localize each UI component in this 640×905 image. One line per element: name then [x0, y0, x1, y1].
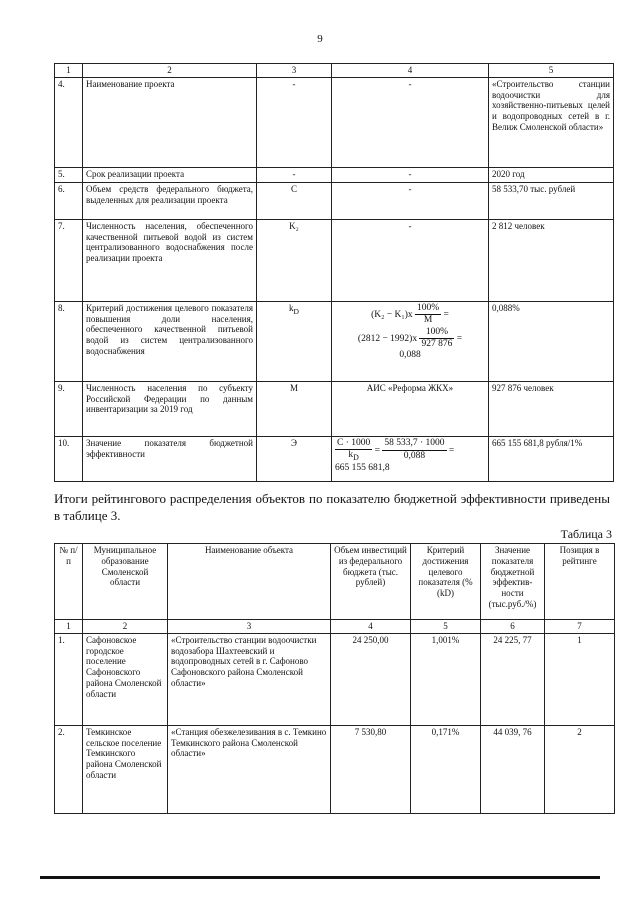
- col-number: 1: [55, 64, 83, 78]
- formula-numerator: 58 533,7 · 1000: [382, 438, 446, 450]
- row-number: 7.: [55, 219, 83, 301]
- formula-equals: =: [456, 333, 463, 344]
- parameter-symbol: $k_D$: [257, 301, 332, 381]
- parameter-symbol: Э: [257, 436, 332, 481]
- col-number: 5: [411, 620, 481, 634]
- table-row: [55, 301, 614, 381]
- col-number: 2: [83, 64, 257, 78]
- column-number-row: [55, 620, 615, 634]
- formula-result: 665 155 681,8: [335, 462, 390, 473]
- parameter-calculation: -: [332, 182, 489, 219]
- parameter-name: Численность населения, обеспеченного качественной питьевой водой из систем централизованного водоснабжения после реализации проекта: [83, 219, 257, 301]
- calculation-table: [54, 63, 614, 482]
- col-number: 4: [332, 64, 489, 78]
- row-number: 6.: [55, 182, 83, 219]
- parameter-calculation: -: [332, 77, 489, 167]
- efficiency-cell: 44 039, 76: [481, 725, 545, 813]
- criterion-cell: 1,001%: [411, 633, 481, 725]
- page-number: 9: [317, 33, 323, 45]
- row-number: 5.: [55, 167, 83, 182]
- row-number: 8.: [55, 301, 83, 381]
- table-row: [55, 167, 614, 182]
- formula-fraction: [419, 327, 454, 351]
- formula-denominator: $k_D$: [348, 450, 359, 463]
- parameter-symbol: K₂: [257, 219, 332, 301]
- formula-numerator: 100%: [419, 327, 454, 339]
- table-row: [55, 219, 614, 301]
- col-number: 6: [481, 620, 545, 634]
- formula-numerator: 100%: [415, 303, 441, 315]
- parameter-calculation: -: [332, 167, 489, 182]
- parameter-value: 927 876 человек: [489, 381, 614, 436]
- table-header-row: [55, 64, 614, 78]
- parameter-name: Численность населения по субъекту Российской Федерации по данным инвентаризации за 2019 год: [83, 381, 257, 436]
- col-number: 1: [55, 620, 83, 634]
- parameter-symbol: М: [257, 381, 332, 436]
- row-number: 1.: [55, 633, 83, 725]
- formula-expression: (K₂ − K₁)x: [371, 309, 413, 320]
- formula-line-2: [335, 327, 485, 351]
- formula-denominator: M: [423, 315, 433, 326]
- parameter-symbol: С: [257, 182, 332, 219]
- parameter-name: Срок реализации проекта: [83, 167, 257, 182]
- municipality-cell: Сафоновское городское поселение Сафоновского района Смоленской области: [83, 633, 168, 725]
- object-name-cell: «Станция обезжелезивания в с. Темкино Темкинского района Смоленской области»: [168, 725, 331, 813]
- header-cell: Наименование объекта: [168, 544, 331, 620]
- header-cell: Значение показателя бюджетной эффектив-ности (тыс.руб./%): [481, 544, 545, 620]
- efficiency-formula: [332, 436, 489, 481]
- parameter-value: 665 155 681,8 рубля/1%: [489, 436, 614, 481]
- efficiency-cell: 24 225, 77: [481, 633, 545, 725]
- formula-result: 0,088: [399, 350, 421, 361]
- table-row: [55, 182, 614, 219]
- row-number: 4.: [55, 77, 83, 167]
- header-cell: Позиция в рейтинге: [545, 544, 615, 620]
- table-row: [55, 381, 614, 436]
- criterion-formula: [332, 301, 489, 381]
- parameter-value: 0,088%: [489, 301, 614, 381]
- formula-fraction: [415, 303, 441, 327]
- col-number: 7: [545, 620, 615, 634]
- header-cell: Объем инвестиций из федерального бюджета (тыс. рублей): [331, 544, 411, 620]
- formula-denominator: 0,088: [403, 450, 426, 461]
- parameter-name: Критерий достижения целевого показателя повышения доли населения, обеспеченного качественной питьевой водой из систем централизованного водоснабжения: [83, 301, 257, 381]
- table-header-row: [55, 544, 615, 620]
- col-number: 5: [489, 64, 614, 78]
- position-cell: 2: [545, 725, 615, 813]
- bottom-rule: [40, 876, 600, 879]
- parameter-name: Наименование проекта: [83, 77, 257, 167]
- col-number: 3: [257, 64, 332, 78]
- formula-numerator: C · 1000: [335, 438, 372, 450]
- parameter-calculation: АИС «Реформа ЖКХ»: [332, 381, 489, 436]
- row-number: 2.: [55, 725, 83, 813]
- parameter-symbol: -: [257, 167, 332, 182]
- municipality-cell: Темкинское сельское поселение Темкинского района Смоленской области: [83, 725, 168, 813]
- investment-cell: 24 250,00: [331, 633, 411, 725]
- col-number: 4: [331, 620, 411, 634]
- symbol-subscript: D: [353, 453, 359, 463]
- table-row: [55, 77, 614, 167]
- investment-cell: 7 530,80: [331, 725, 411, 813]
- parameter-value: 2 812 человек: [489, 219, 614, 301]
- formula-fraction: [335, 438, 372, 463]
- parameter-value: 58 533,70 тыс. рублей: [489, 182, 614, 219]
- parameter-value: 2020 год: [489, 167, 614, 182]
- position-cell: 1: [545, 633, 615, 725]
- parameter-value: «Строительство станции водоочистки для хозяйственно-питьевых целей и водопроводных сетей в г. Велиж Смоленской области»: [489, 77, 614, 167]
- header-cell: Муниципальное образование Смоленской области: [83, 544, 168, 620]
- object-name-cell: «Строительство станции водоочистки водозабора Шахтеевский и водопроводных сетей в г. Сафоново Сафоновского района Смоленской области»: [168, 633, 331, 725]
- row-number: 9.: [55, 381, 83, 436]
- parameter-name: Значение показателя бюджетной эффективности: [83, 436, 257, 481]
- symbol-subscript: D: [293, 306, 299, 316]
- formula-equals: =: [443, 309, 449, 320]
- formula-denominator: 927 876: [421, 338, 453, 349]
- col-number: 2: [83, 620, 168, 634]
- formula-equals: =: [374, 445, 380, 456]
- formula-equals: =: [448, 445, 455, 456]
- parameter-name: Объем средств федерального бюджета, выделенных для реализации проекта: [83, 182, 257, 219]
- parameter-symbol: -: [257, 77, 332, 167]
- formula-line-1: [335, 438, 485, 463]
- rating-table: [54, 543, 615, 814]
- row-number: 10.: [55, 436, 83, 481]
- parameter-calculation: -: [332, 219, 489, 301]
- summary-paragraph: Итоги рейтингового распределения объектов по показателю бюджетной эффективности приведены в таблице 3.: [54, 491, 610, 523]
- table-row: [55, 436, 614, 481]
- header-cell: Критерий достижения целевого показателя (% (kD): [411, 544, 481, 620]
- formula-fraction: [382, 438, 446, 462]
- criterion-cell: 0,171%: [411, 725, 481, 813]
- header-cell: № п/п: [55, 544, 83, 620]
- col-number: 3: [168, 620, 331, 634]
- formula-expression: (2812 − 1992)x: [357, 333, 418, 344]
- table-label: Таблица 3: [560, 527, 612, 541]
- table-row: [55, 725, 615, 813]
- table-row: [55, 633, 615, 725]
- formula-line-1: [335, 303, 485, 327]
